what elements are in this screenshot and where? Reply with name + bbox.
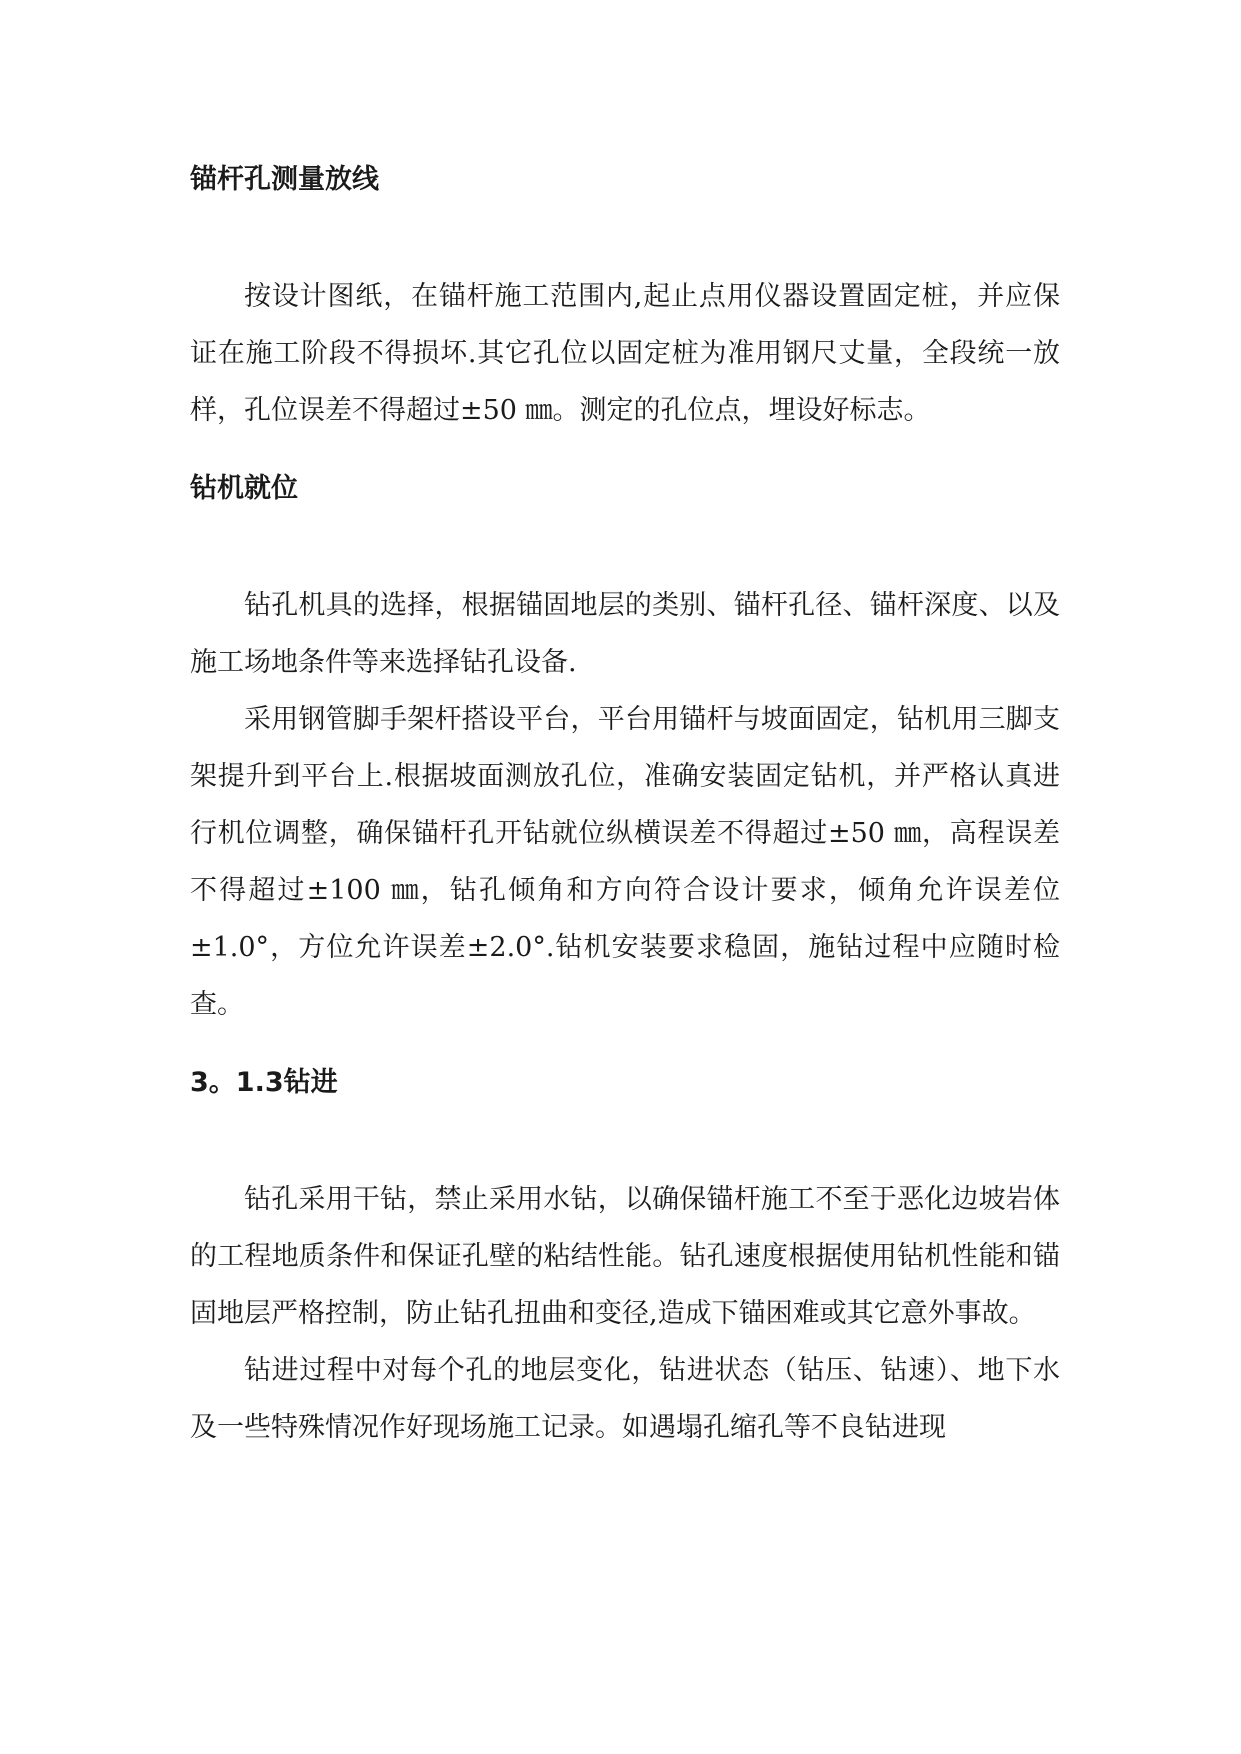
body-paragraph: 钻孔机具的选择，根据锚固地层的类别、锚杆孔径、锚杆深度、以及施工场地条件等来选择钻孔设备.: [190, 590, 1060, 678]
body-paragraph: 按设计图纸，在锚杆施工范围内,起止点用仪器设置固定桩，并应保证在施工阶段不得损坏.其它孔位以固定桩为准用钢尺丈量，全段统一放样，孔位误差不得超过±50 ㎜。测定的孔位点，埋设好标志。: [190, 281, 1060, 426]
body-paragraph: 采用钢管脚手架杆搭设平台，平台用锚杆与坡面固定，钻机用三脚支架提升到平台上.根据坡面测放孔位，准确安装固定钻机，并严格认真进行机位调整，确保锚杆孔开钻就位纵横误差不得超过±50 ㎜，高程误差不得超过±100 ㎜，钻孔倾角和方向符合设计要求，倾角允许误差位±1.0°，方位允许误差±2.0°.钻机安装要求稳固，施钻过程中应随时检查。: [190, 704, 1060, 1020]
document-page: [190, 150, 1060, 1456]
body-paragraph: 钻进过程中对每个孔的地层变化，钻进状态（钻压、钻速）、地下水及一些特殊情况作好现场施工记录。如遇塌孔缩孔等不良钻进现: [190, 1355, 1060, 1443]
section-heading: 钻机就位: [190, 473, 298, 504]
body-paragraph: 钻孔采用干钻，禁止采用水钻，以确保锚杆施工不至于恶化边坡岩体的工程地质条件和保证孔壁的粘结性能。钻孔速度根据使用钻机性能和锚固地层严格控制，防止钻孔扭曲和变径,造成下锚困难或其它意外事故。: [190, 1184, 1060, 1329]
section-heading: 3。1.3钻进: [190, 1067, 338, 1098]
section-heading: 锚杆孔测量放线: [190, 164, 379, 195]
